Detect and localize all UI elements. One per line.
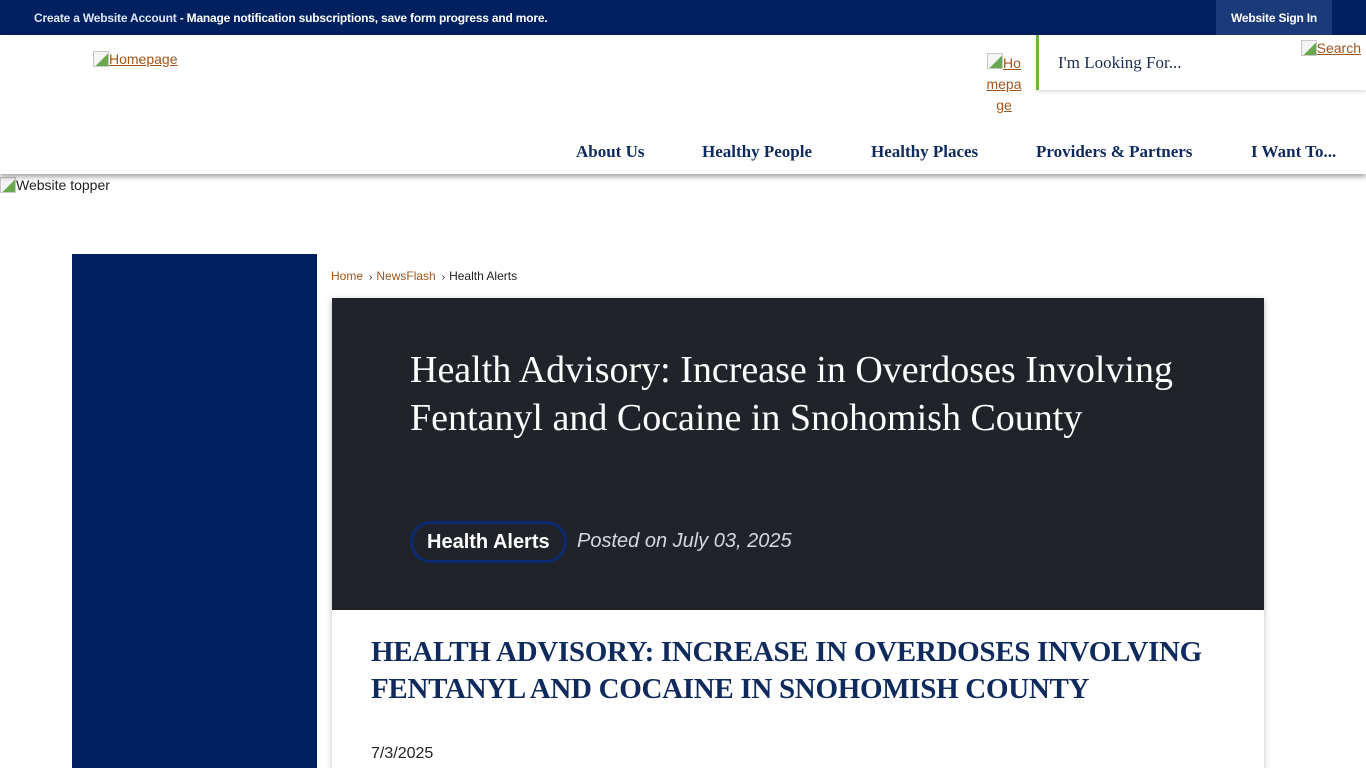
breadcrumb-current: Health Alerts [449, 269, 518, 283]
account-message-text: - Manage notification subscriptions, save form progress and more. [176, 11, 548, 25]
search-button-alt: Search [1316, 40, 1361, 56]
breadcrumb-separator: › [369, 272, 373, 283]
category-badge[interactable]: Health Alerts [410, 521, 567, 563]
article-body [332, 610, 1264, 768]
website-topper-image [0, 177, 110, 193]
breadcrumb-home[interactable]: Home [331, 269, 364, 283]
breadcrumb-separator: › [441, 272, 446, 283]
utility-bar [0, 0, 1366, 35]
main-navigation [0, 142, 1366, 166]
broken-image-icon [0, 177, 16, 193]
nav-healthy-places[interactable]: Healthy Places [871, 142, 979, 161]
search-placeholder: I'm Looking For... [1058, 53, 1182, 72]
hero-title: Health Advisory: Increase in Overdoses Involving Fentanyl and Cocaine in Snohomish County [410, 349, 1173, 439]
left-sidebar [72, 254, 317, 768]
breadcrumb [331, 269, 517, 283]
nav-healthy-people[interactable]: Healthy People [702, 142, 813, 161]
nav-providers-partners[interactable]: Providers & Partners [1036, 142, 1193, 161]
article-heading: HEALTH ADVISORY: INCREASE IN OVERDOSES INVOLVING FENTANYL AND COCAINE IN SNOHOMISH COUNTY [371, 636, 1202, 705]
search-icon [1301, 40, 1317, 56]
posted-date: Posted on July 03, 2025 [577, 530, 792, 552]
homepage-secondary-link[interactable] [984, 53, 1024, 116]
create-account-link[interactable]: Create a Website Account [34, 11, 177, 25]
article-hero [332, 298, 1264, 610]
article-date: 7/3/2025 [371, 745, 434, 762]
home-small-alt-text: Homepage [986, 55, 1022, 113]
nav-i-want-to[interactable]: I Want To... [1251, 142, 1337, 161]
logo-alt-text: Homepage [109, 51, 178, 67]
broken-image-icon [987, 53, 1003, 69]
topper-alt-text: Website topper [16, 177, 110, 193]
search-button[interactable] [1301, 40, 1361, 56]
nav-about-us[interactable]: About Us [576, 142, 645, 161]
site-header [0, 35, 1366, 174]
search-input[interactable] [1036, 35, 1366, 90]
breadcrumb-newsflash[interactable]: NewsFlash [376, 269, 436, 283]
broken-image-icon [93, 51, 109, 67]
website-sign-in-button[interactable]: Website Sign In [1216, 0, 1332, 35]
account-message [34, 11, 547, 25]
homepage-logo-link[interactable] [93, 51, 178, 67]
